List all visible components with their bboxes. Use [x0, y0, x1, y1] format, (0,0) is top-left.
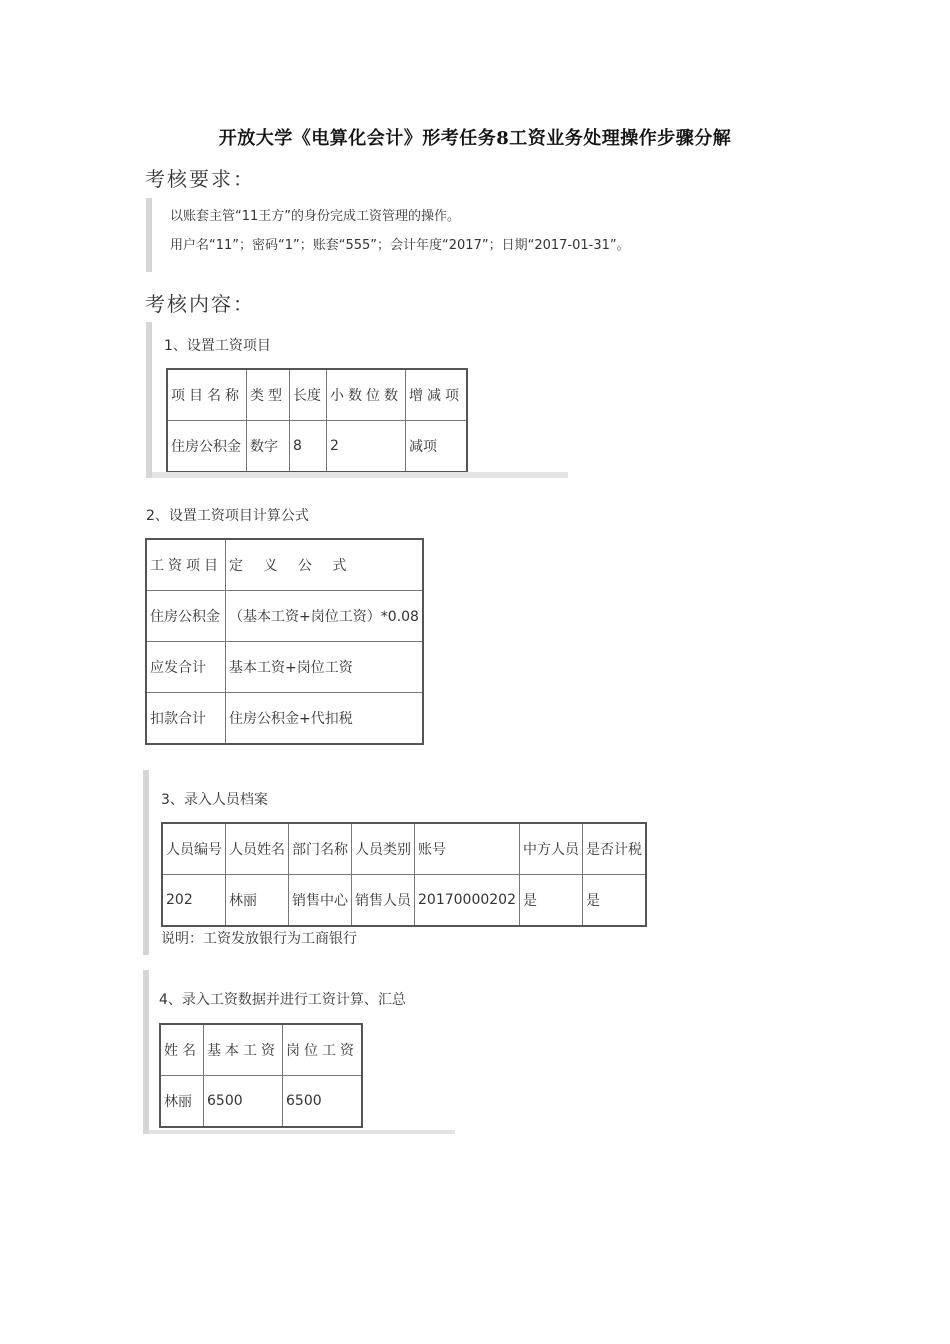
table-cell: 销售中心	[289, 875, 352, 927]
table-cell: 2	[327, 421, 406, 473]
table-cell: 基本工资+岗位工资	[226, 642, 423, 693]
table-header-row	[160, 1024, 362, 1076]
header-cell: 是否计税	[582, 823, 646, 875]
step3-title: 3、录入人员档案	[161, 792, 268, 808]
content-heading: 考核内容：	[145, 292, 255, 316]
table-cell: 减项	[406, 421, 468, 473]
table-cell: 林丽	[226, 875, 289, 927]
table-header-row	[162, 823, 646, 875]
table-cell: 20170000202	[415, 875, 520, 927]
header-cell: 姓名	[160, 1024, 204, 1076]
requirement-line-2: 用户名“11”；密码“1”；账套“555”；会计年度“2017”；日期“2017-01-31”。	[170, 238, 630, 253]
table-cell: 6500	[204, 1076, 283, 1128]
header-cell: 人员姓名	[226, 823, 289, 875]
header-cell: 账号	[415, 823, 520, 875]
table-cell: 住房公积金	[146, 591, 226, 642]
table-row	[160, 1076, 362, 1128]
table-cell: 扣款合计	[146, 693, 226, 745]
header-cell: 基本工资	[204, 1024, 283, 1076]
table-cell: 住房公积金+代扣税	[226, 693, 423, 745]
step2-title: 2、设置工资项目计算公式	[146, 508, 309, 524]
table-row	[146, 642, 423, 693]
table-cell: 是	[519, 875, 582, 927]
step1-title: 1、设置工资项目	[164, 338, 271, 354]
header-cell: 人员类别	[352, 823, 415, 875]
table-cell: 8	[290, 421, 327, 473]
table-row	[146, 693, 423, 745]
requirements-panel	[146, 198, 772, 272]
header-cell: 长度	[290, 369, 327, 421]
table-row	[162, 875, 646, 927]
step1-panel	[146, 322, 568, 478]
table-cell: 应发合计	[146, 642, 226, 693]
table-header-row	[167, 369, 467, 421]
table-cell: 数字	[247, 421, 290, 473]
table-header-row	[146, 539, 423, 591]
header-cell: 工资项目	[146, 539, 226, 591]
header-cell: 岗位工资	[283, 1024, 363, 1076]
requirements-heading: 考核要求：	[145, 167, 255, 191]
step4-table	[159, 1023, 363, 1128]
header-cell: 小数位数	[327, 369, 406, 421]
header-cell: 中方人员	[519, 823, 582, 875]
requirement-line-1: 以账套主管“11王方”的身份完成工资管理的操作。	[170, 209, 461, 224]
step3-table	[161, 822, 647, 927]
header-cell: 增减项	[406, 369, 468, 421]
table-cell: 住房公积金	[167, 421, 247, 473]
step3-panel	[143, 770, 642, 955]
table-cell: 是	[582, 875, 646, 927]
table-cell: 林丽	[160, 1076, 204, 1128]
step4-panel	[143, 970, 455, 1134]
table-cell: （基本工资+岗位工资）*0.08	[226, 591, 423, 642]
header-cell: 定 义 公 式	[226, 539, 423, 591]
document-title: 开放大学《电算化会计》形考任务8工资业务处理操作步骤分解	[218, 128, 732, 149]
header-cell: 部门名称	[289, 823, 352, 875]
table-row	[167, 421, 467, 473]
header-cell: 人员编号	[162, 823, 226, 875]
step4-title: 4、录入工资数据并进行工资计算、汇总	[159, 992, 406, 1008]
table-row	[146, 591, 423, 642]
table-cell: 销售人员	[352, 875, 415, 927]
step1-table	[166, 368, 468, 473]
table-cell: 6500	[283, 1076, 363, 1128]
table-cell: 202	[162, 875, 226, 927]
step2-table	[145, 538, 424, 745]
header-cell: 类型	[247, 369, 290, 421]
header-cell: 项目名称	[167, 369, 247, 421]
step3-note: 说明：工资发放银行为工商银行	[161, 931, 357, 947]
